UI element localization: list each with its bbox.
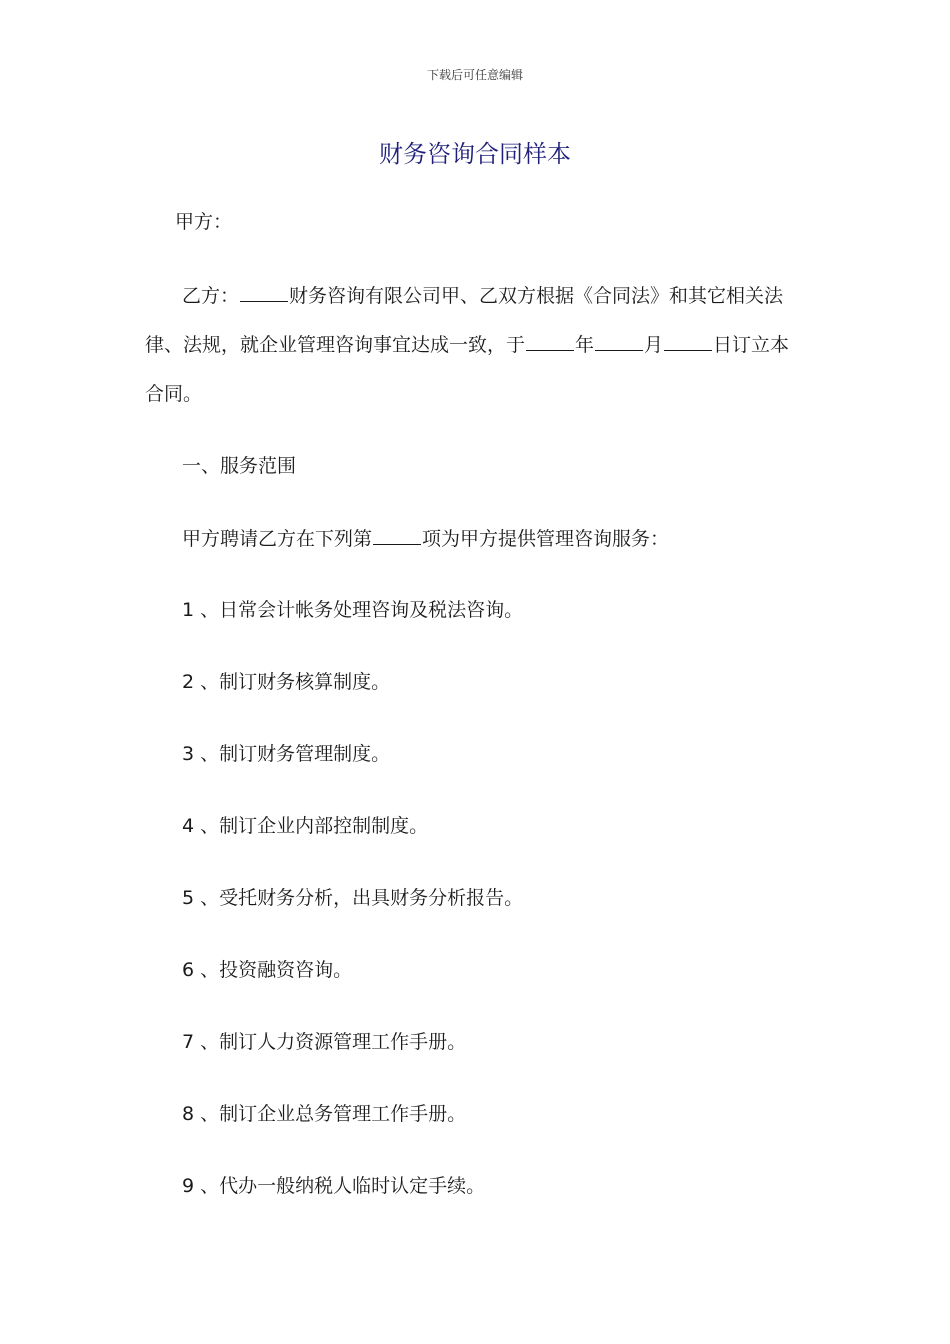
day-label: 日订立本 bbox=[713, 334, 790, 356]
party-a-label: 甲方： bbox=[175, 211, 233, 233]
intro-text: 律、法规，就企业管理咨询事宜达成一致，于 bbox=[145, 334, 526, 356]
document-title: 财务咨询合同样本 bbox=[379, 140, 571, 168]
page-header-note: 下载后可任意编辑 bbox=[426, 68, 523, 82]
list-item: 1 、日常会计帐务处理咨询及税法咨询。 bbox=[182, 599, 524, 621]
month-blank bbox=[595, 332, 643, 351]
intro-line-3: 合同。 bbox=[145, 383, 203, 405]
section-intro bbox=[182, 526, 669, 551]
list-item: 5 、受托财务分析，出具财务分析报告。 bbox=[182, 887, 524, 909]
party-b-label: 乙方： bbox=[182, 285, 240, 307]
year-label: 年 bbox=[575, 334, 595, 356]
list-item: 7 、制订人力资源管理工作手册。 bbox=[182, 1031, 467, 1053]
section-intro-prefix: 甲方聘请乙方在下列第 bbox=[182, 528, 373, 550]
list-item: 4 、制订企业内部控制制度。 bbox=[182, 815, 429, 837]
party-b-text: 财务咨询有限公司甲、乙双方根据《合同法》和其它相关法 bbox=[289, 285, 784, 307]
item-number-blank bbox=[373, 526, 421, 545]
month-label: 月 bbox=[644, 334, 664, 356]
list-item: 2 、制订财务核算制度。 bbox=[182, 671, 391, 693]
day-blank bbox=[664, 332, 712, 351]
list-item: 9 、代办一般纳税人临时认定手续。 bbox=[182, 1175, 486, 1197]
year-blank bbox=[526, 332, 574, 351]
section-heading: 一、服务范围 bbox=[182, 455, 297, 477]
party-b-line bbox=[182, 283, 783, 308]
section-intro-suffix: 项为甲方提供管理咨询服务： bbox=[422, 528, 670, 550]
intro-line-2 bbox=[145, 332, 789, 357]
list-item: 8 、制订企业总务管理工作手册。 bbox=[182, 1103, 467, 1125]
party-b-name-blank bbox=[240, 283, 288, 302]
list-item: 3 、制订财务管理制度。 bbox=[182, 743, 391, 765]
list-item: 6 、投资融资咨询。 bbox=[182, 959, 353, 981]
party-a-line bbox=[175, 210, 232, 234]
